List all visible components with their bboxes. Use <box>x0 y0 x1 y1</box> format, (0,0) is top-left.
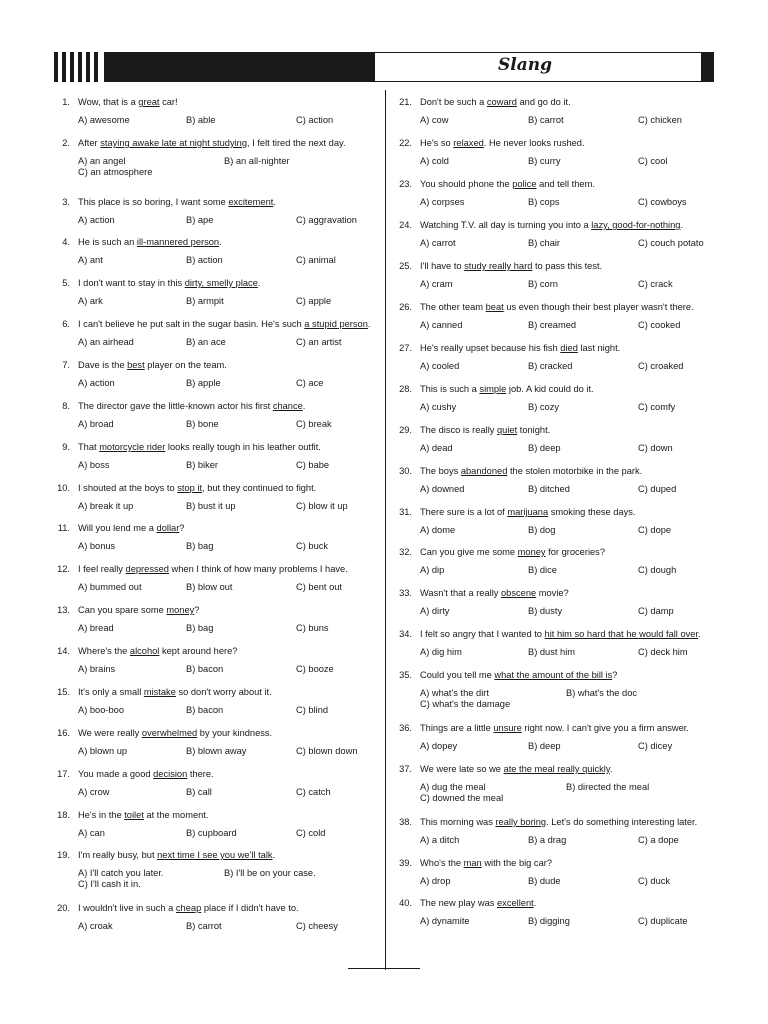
answer-option: C) what's the damage <box>420 699 511 709</box>
question-number: 18. <box>57 810 70 820</box>
answer-option: C) an artist <box>296 337 342 347</box>
title-box <box>374 52 702 82</box>
underlined-phrase: best <box>127 360 145 370</box>
underlined-phrase: next time I see you we'll talk <box>157 850 273 860</box>
answer-option: A) ark <box>78 296 103 306</box>
question-number: 36. <box>399 723 412 733</box>
answer-option: A) action <box>78 378 115 388</box>
question-text: The disco is really quiet tonight. <box>420 425 551 435</box>
question-text: Watching T.V. all day is turning you into a lazy, good-for-nothing. <box>420 220 684 230</box>
underlined-phrase: beat <box>485 302 504 312</box>
question-number: 9. <box>62 442 70 452</box>
answer-option: C) an atmosphere <box>78 167 153 177</box>
question-text: There sure is a lot of marijuana smoking these days. <box>420 507 636 517</box>
answer-option: A) downed <box>420 484 465 494</box>
answer-option: B) a drag <box>528 835 567 845</box>
question-text: Wow, that is a great car! <box>78 97 178 107</box>
underlined-phrase: simple <box>479 384 507 394</box>
page-title: Slang <box>498 55 552 75</box>
answer-option: B) carrot <box>528 115 564 125</box>
answer-option: A) bread <box>78 623 114 633</box>
underlined-phrase: quiet <box>497 425 518 435</box>
answer-option: B) cops <box>528 197 560 207</box>
answer-option: B) blow out <box>186 582 233 592</box>
answer-option: A) bummed out <box>78 582 142 592</box>
question-text: Don't be such a coward and go do it. <box>420 97 571 107</box>
answer-option: B) cracked <box>528 361 573 371</box>
question-text: Where's the alcohol kept around here? <box>78 646 238 656</box>
question-text: After staying awake late at night studying, I felt tired the next day. <box>78 138 346 148</box>
question-number: 26. <box>399 302 412 312</box>
answer-option: B) action <box>186 255 223 265</box>
question-number: 30. <box>399 466 412 476</box>
answer-option: C) a dope <box>638 835 679 845</box>
underlined-phrase: died <box>560 343 578 353</box>
question-text: I can't believe he put salt in the sugar basin. He's such a stupid person. <box>78 319 371 329</box>
underlined-phrase: overwhelmed <box>141 728 198 738</box>
underlined-phrase: toilet <box>124 810 144 820</box>
answer-option: A) cow <box>420 115 449 125</box>
answer-option: C) downed the meal <box>420 793 504 803</box>
answer-option: B) ape <box>186 215 214 225</box>
answer-option: A) drop <box>420 876 451 886</box>
answer-option: C) comfy <box>638 402 676 412</box>
answer-option: C) duck <box>638 876 671 886</box>
answer-option: B) ditched <box>528 484 570 494</box>
answer-option: B) directed the meal <box>566 782 650 792</box>
answer-option: C) cheesy <box>296 921 338 931</box>
answer-option: C) blown down <box>296 746 358 756</box>
underlined-phrase: abandoned <box>460 466 508 476</box>
answer-option: B) dude <box>528 876 561 886</box>
question-number: 28. <box>399 384 412 394</box>
underlined-phrase: stop it <box>177 483 203 493</box>
answer-option: A) dig him <box>420 647 462 657</box>
underlined-phrase: marijuana <box>507 507 549 517</box>
question-text: Can you give me some money for groceries? <box>420 547 606 557</box>
question-number: 4. <box>62 237 70 247</box>
underlined-phrase: unsure <box>493 723 522 733</box>
answer-option: A) an angel <box>78 156 126 166</box>
question-text: Wasn't that a really obscene movie? <box>420 588 569 598</box>
underlined-phrase: dirty, smelly place <box>184 278 258 288</box>
answer-option: C) cooked <box>638 320 681 330</box>
underlined-phrase: police <box>512 179 537 189</box>
question-number: 40. <box>399 898 412 908</box>
answer-option: B) deep <box>528 443 561 453</box>
answer-option: B) what's the doc <box>566 688 638 698</box>
answer-option: B) able <box>186 115 216 125</box>
underlined-phrase: decision <box>153 769 188 779</box>
question-number: 23. <box>399 179 412 189</box>
answer-option: A) dead <box>420 443 453 453</box>
question-number: 25. <box>399 261 412 271</box>
answer-option: A) dome <box>420 525 456 535</box>
underlined-phrase: depressed <box>125 564 169 574</box>
answer-option: B) biker <box>186 460 219 470</box>
underlined-phrase: lazy, good-for-nothing <box>591 220 681 230</box>
answer-option: A) dopey <box>420 741 458 751</box>
question-number: 7. <box>62 360 70 370</box>
question-text: Can you spare some money? <box>78 605 200 615</box>
answer-option: A) bonus <box>78 541 116 551</box>
answer-option: B) dust him <box>528 647 576 657</box>
underlined-phrase: cheap <box>175 903 202 913</box>
question-text: This place is so boring, I want some excitement. <box>78 197 276 207</box>
header-stripes <box>54 52 102 82</box>
question-text: I don't want to stay in this dirty, smelly place. <box>78 278 261 288</box>
question-text: I wouldn't live in such a cheap place if I didn't have to. <box>78 903 299 913</box>
answer-option: C) damp <box>638 606 674 616</box>
question-text: Things are a little unsure right now. I can't give you a firm answer. <box>420 723 689 733</box>
underlined-phrase: coward <box>486 97 517 107</box>
answer-option: C) catch <box>296 787 331 797</box>
answer-option: A) croak <box>78 921 113 931</box>
answer-option: C) break <box>296 419 332 429</box>
answer-option: C) deck him <box>638 647 688 657</box>
answer-option: A) an airhead <box>78 337 134 347</box>
question-text: He's really upset because his fish died last night. <box>420 343 621 353</box>
question-number: 27. <box>399 343 412 353</box>
answer-option: A) ant <box>78 255 103 265</box>
answer-option: A) cram <box>420 279 453 289</box>
bottom-rule <box>348 968 420 969</box>
question-text: The boys abandoned the stolen motorbike in the park. <box>420 466 643 476</box>
underlined-phrase: motorcycle rider <box>99 442 166 452</box>
answer-option: C) aggravation <box>296 215 357 225</box>
underlined-phrase: relaxed <box>453 138 484 148</box>
answer-option: C) cold <box>296 828 326 838</box>
answer-option: B) carrot <box>186 921 222 931</box>
answer-option: B) an ace <box>186 337 226 347</box>
answer-option: A) crow <box>78 787 110 797</box>
answer-option: A) broad <box>78 419 114 429</box>
answer-option: A) can <box>78 828 105 838</box>
question-number: 8. <box>62 401 70 411</box>
answer-option: C) blow it up <box>296 501 348 511</box>
question-text: This morning was really boring. Let's do something interesting later. <box>420 817 698 827</box>
question-number: 20. <box>57 903 70 913</box>
answer-option: C) chicken <box>638 115 682 125</box>
question-number: 37. <box>399 764 412 774</box>
question-number: 21. <box>399 97 412 107</box>
question-text: He's so relaxed. He never looks rushed. <box>420 138 585 148</box>
answer-option: B) bacon <box>186 664 224 674</box>
question-text: Who's the man with the big car? <box>420 858 553 868</box>
answer-option: C) apple <box>296 296 332 306</box>
answer-option: C) duped <box>638 484 677 494</box>
underlined-phrase: study really hard <box>464 261 533 271</box>
question-text: I feel really depressed when I think of how many problems I have. <box>78 564 348 574</box>
question-number: 24. <box>399 220 412 230</box>
question-number: 5. <box>62 278 70 288</box>
answer-option: A) I'll catch you later. <box>78 868 164 878</box>
question-text: Dave is the best player on the team. <box>78 360 227 370</box>
answer-option: B) curry <box>528 156 561 166</box>
question-number: 29. <box>399 425 412 435</box>
question-number: 19. <box>57 850 70 860</box>
question-text: The other team beat us even though their best player wasn't there. <box>420 302 694 312</box>
answer-option: B) call <box>186 787 212 797</box>
answer-option: C) croaked <box>638 361 684 371</box>
question-number: 31. <box>399 507 412 517</box>
question-number: 3. <box>62 197 70 207</box>
underlined-phrase: great <box>138 97 160 107</box>
question-text: You made a good decision there. <box>78 769 214 779</box>
answer-option: B) cupboard <box>186 828 237 838</box>
answer-option: A) cooled <box>420 361 460 371</box>
underlined-phrase: man <box>463 858 482 868</box>
answer-option: B) armpit <box>186 296 224 306</box>
underlined-phrase: a stupid person <box>304 319 368 329</box>
underlined-phrase: excellent <box>497 898 534 908</box>
answer-option: C) cool <box>638 156 668 166</box>
underlined-phrase: money <box>517 547 546 557</box>
answer-option: A) break it up <box>78 501 134 511</box>
page-header <box>54 52 714 82</box>
answer-option: B) corn <box>528 279 558 289</box>
underlined-phrase: ate the meal really quickly <box>503 764 610 774</box>
question-text: The new play was excellent. <box>420 898 537 908</box>
answer-option: C) animal <box>296 255 336 265</box>
answer-option: B) chair <box>528 238 561 248</box>
question-text: We were really overwhelmed by your kindness. <box>78 728 273 738</box>
answer-option: B) bag <box>186 623 214 633</box>
answer-option: B) I'll be on your case. <box>224 868 316 878</box>
question-text: I'm really busy, but next time I see you we'll talk. <box>78 850 276 860</box>
underlined-phrase: excitement <box>228 197 274 207</box>
answer-option: A) a ditch <box>420 835 460 845</box>
answer-option: B) dog <box>528 525 556 535</box>
question-number: 17. <box>57 769 70 779</box>
question-text: He's in the toilet at the moment. <box>78 810 209 820</box>
header-end-cap <box>701 52 714 82</box>
question-number: 22. <box>399 138 412 148</box>
answer-option: C) dough <box>638 565 677 575</box>
answer-option: A) blown up <box>78 746 128 756</box>
answer-option: A) canned <box>420 320 463 330</box>
answer-option: A) cold <box>420 156 449 166</box>
answer-option: C) dope <box>638 525 672 535</box>
answer-option: C) buns <box>296 623 329 633</box>
question-text: You should phone the police and tell them. <box>420 179 595 189</box>
question-number: 12. <box>57 564 70 574</box>
answer-option: B) bone <box>186 419 219 429</box>
question-text: Could you tell me what the amount of the bill is? <box>420 670 618 680</box>
answer-option: C) I'll cash it in. <box>78 879 141 889</box>
answer-option: B) bag <box>186 541 214 551</box>
answer-option: A) dug the meal <box>420 782 486 792</box>
underlined-phrase: ill-mannered person <box>136 237 220 247</box>
question-text: We were late so we ate the meal really quickly. <box>420 764 613 774</box>
underlined-phrase: mistake <box>143 687 176 697</box>
question-text: It's only a small mistake so don't worry about it. <box>78 687 272 697</box>
answer-option: C) action <box>296 115 334 125</box>
question-number: 14. <box>57 646 70 656</box>
question-text: I felt so angry that I wanted to hit him so hard that he would fall over. <box>420 629 701 639</box>
question-text: He is such an ill-mannered person. <box>78 237 222 247</box>
answer-option: C) down <box>638 443 673 453</box>
underlined-phrase: alcohol <box>129 646 160 656</box>
question-number: 39. <box>399 858 412 868</box>
question-number: 32. <box>399 547 412 557</box>
answer-option: A) corpses <box>420 197 465 207</box>
answer-option: C) buck <box>296 541 329 551</box>
answer-option: B) cozy <box>528 402 559 412</box>
question-text: Will you lend me a dollar? <box>78 523 185 533</box>
answer-option: C) cowboys <box>638 197 687 207</box>
underlined-phrase: chance <box>272 401 303 411</box>
answer-option: A) boss <box>78 460 110 470</box>
answer-option: B) deep <box>528 741 561 751</box>
underlined-phrase: hit him so hard that he would fall over <box>544 629 699 639</box>
column-divider <box>385 90 386 970</box>
question-number: 13. <box>57 605 70 615</box>
answer-option: C) bent out <box>296 582 342 592</box>
answer-option: B) dusty <box>528 606 563 616</box>
answer-option: B) creamed <box>528 320 577 330</box>
answer-option: C) couch potato <box>638 238 704 248</box>
question-number: 34. <box>399 629 412 639</box>
question-number: 35. <box>399 670 412 680</box>
question-text: That motorcycle rider looks really tough in his leather outfit. <box>78 442 321 452</box>
underlined-phrase: obscene <box>501 588 537 598</box>
question-number: 6. <box>62 319 70 329</box>
answer-option: A) awesome <box>78 115 130 125</box>
underlined-phrase: what the amount of the bill is <box>494 670 613 680</box>
answer-option: A) cushy <box>420 402 457 412</box>
answer-option: C) booze <box>296 664 334 674</box>
answer-option: B) apple <box>186 378 221 388</box>
answer-option: C) babe <box>296 460 330 470</box>
question-number: 1. <box>62 97 70 107</box>
question-number: 11. <box>57 523 70 533</box>
question-text: This is such a simple job. A kid could do it. <box>420 384 594 394</box>
underlined-phrase: staying awake late at night studying <box>100 138 247 148</box>
answer-option: C) blind <box>296 705 329 715</box>
answer-option: B) blown away <box>186 746 247 756</box>
underlined-phrase: money <box>166 605 195 615</box>
answer-option: C) ace <box>296 378 324 388</box>
answer-option: A) dynamite <box>420 916 470 926</box>
answer-option: B) bust it up <box>186 501 236 511</box>
answer-option: C) crack <box>638 279 673 289</box>
answer-option: B) dice <box>528 565 557 575</box>
underlined-phrase: dollar <box>156 523 180 533</box>
answer-option: A) dip <box>420 565 445 575</box>
question-number: 16. <box>57 728 70 738</box>
answer-option: C) duplicate <box>638 916 688 926</box>
answer-option: A) brains <box>78 664 116 674</box>
answer-option: B) an all-nighter <box>224 156 290 166</box>
answer-option: C) dicey <box>638 741 673 751</box>
question-number: 2. <box>62 138 70 148</box>
answer-option: A) carrot <box>420 238 456 248</box>
question-text: I'll have to study really hard to pass this test. <box>420 261 603 271</box>
question-number: 38. <box>399 817 412 827</box>
answer-option: B) bacon <box>186 705 224 715</box>
underlined-phrase: really boring <box>495 817 547 827</box>
question-text: The director gave the little-known actor his first chance. <box>78 401 306 411</box>
answer-option: A) what's the dirt <box>420 688 489 698</box>
question-text: I shouted at the boys to stop it, but they continued to fight. <box>78 483 317 493</box>
question-number: 33. <box>399 588 412 598</box>
answer-option: A) dirty <box>420 606 450 616</box>
answer-option: A) boo-boo <box>78 705 124 715</box>
answer-option: A) action <box>78 215 115 225</box>
answer-option: B) digging <box>528 916 570 926</box>
question-number: 10. <box>57 483 70 493</box>
question-number: 15. <box>57 687 70 697</box>
